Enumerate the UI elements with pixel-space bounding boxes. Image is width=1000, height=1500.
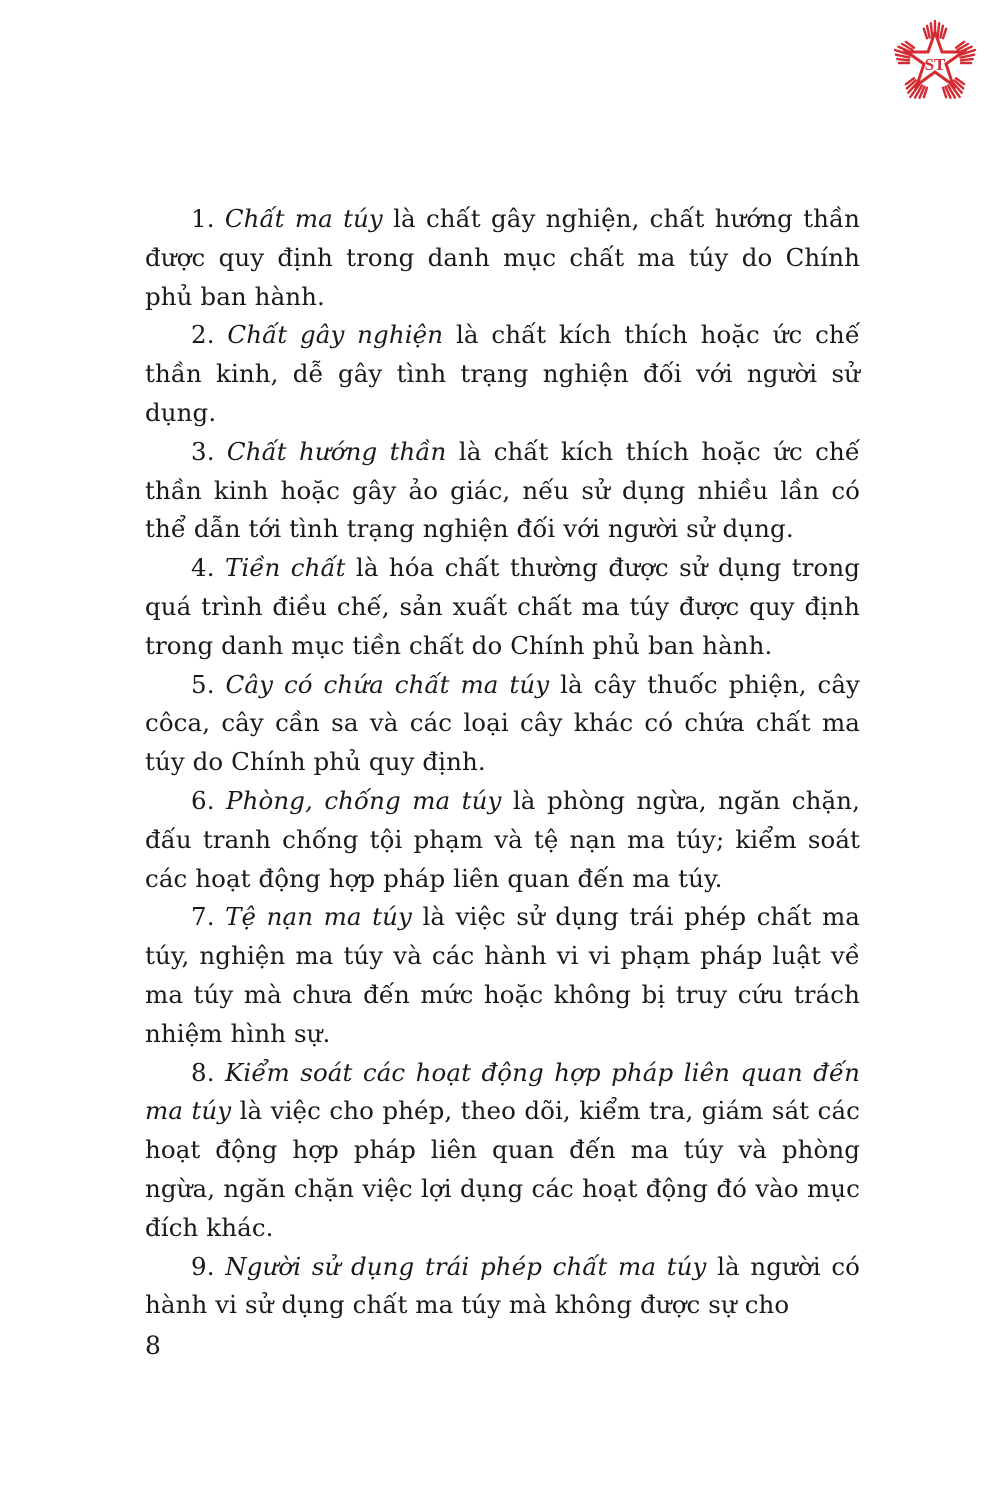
- definition-number: 1.: [191, 204, 215, 233]
- definition-term: Tiền chất: [224, 553, 346, 583]
- publisher-logo-icon: [890, 18, 980, 108]
- definition-paragraph: [145, 782, 860, 898]
- definition-number: 2.: [191, 320, 215, 350]
- definition-number: 8.: [191, 1057, 215, 1087]
- logo-ray: [943, 29, 946, 39]
- definition-text: là việc sử dụng trái phép chất ma túy, nghiện ma túy và các hành vi vi phạm pháp luật về ma túy mà chưa đến mức hoặc không bị truy cứu trách nhiệm hình sự.: [145, 902, 861, 1048]
- definition-text: là việc cho phép, theo dõi, kiểm tra, giám sát các hoạt động hợp pháp liên quan đến ma túy và phòng ngừa, ngăn chặn việc lợi dụng các hoạt động đó vào mục đích khác.: [145, 1096, 860, 1242]
- definition-term: Kiểm soát các hoạt động hợp pháp liên quan đến ma túy: [145, 1057, 861, 1126]
- definition-number: 6.: [191, 785, 215, 815]
- definition-term: Phòng, chống ma túy: [226, 785, 502, 815]
- logo-ray: [940, 26, 942, 38]
- definition-paragraph: [145, 1054, 860, 1248]
- definition-text: là chất gây nghiện, chất hướng thần được quy định trong danh mục chất ma túy do Chính phủ ban hành.: [145, 204, 860, 311]
- logo-ray: [961, 59, 973, 60]
- definitions-list: [145, 200, 860, 1325]
- definition-term: Chất ma túy: [224, 204, 383, 233]
- definition-text: là hóa chất thường được sử dụng trong quá trình điều chế, sản xuất chất ma túy được quy định trong danh mục tiền chất do Chính phủ ban hành.: [145, 553, 861, 660]
- definition-number: 7.: [191, 902, 215, 932]
- logo-ray: [931, 23, 932, 37]
- definition-number: 5.: [191, 669, 215, 699]
- definition-text: là phòng ngừa, ngăn chặn, đấu tranh chống tội phạm và tệ nạn ma túy; kiểm soát các hoạt động hợp pháp liên quan đến ma túy.: [145, 785, 860, 893]
- definition-paragraph: [145, 898, 860, 1053]
- logo-ray: [938, 23, 939, 37]
- logo-lettering: ST: [924, 55, 946, 74]
- definition-text: là chất kích thích hoặc ức chế thần kinh, dễ gây tình trạng nghiện đối với người sử dụng.: [145, 320, 860, 427]
- definition-paragraph: [145, 1248, 860, 1326]
- logo-ray: [927, 26, 929, 38]
- definition-paragraph: [145, 666, 860, 782]
- definition-text: là chất kích thích hoặc ức chế thần kinh hoặc gây ảo giác, nếu sử dụng nhiều lần có thể dẫn tới tình trạng nghiện đối với người sử dụng.: [145, 436, 860, 544]
- definition-term: Chất gây nghiện: [227, 320, 444, 350]
- definition-paragraph: [145, 549, 860, 665]
- definition-text: là người có hành vi sử dụng chất ma túy mà không được sự cho: [145, 1251, 861, 1320]
- page-number: 8: [145, 1331, 161, 1360]
- definition-term: Chất hướng thần: [226, 436, 447, 466]
- definition-term: Tệ nạn ma túy: [225, 902, 412, 932]
- definition-number: 3.: [191, 436, 215, 466]
- definition-paragraph: [145, 316, 860, 432]
- definition-term: Cây có chứa chất ma túy: [225, 669, 550, 699]
- definition-term: Người sử dụng trái phép chất ma túy: [225, 1251, 707, 1281]
- definition-paragraph: [145, 433, 860, 549]
- logo-ray: [897, 59, 909, 60]
- definition-number: 9.: [191, 1251, 215, 1281]
- definition-text: là cây thuốc phiện, cây côca, cây cần sa và các loại cây khác có chứa chất ma túy do Chính phủ quy định.: [145, 669, 861, 777]
- definition-number: 4.: [191, 553, 215, 583]
- definition-paragraph: [145, 200, 860, 316]
- logo-ray: [924, 29, 927, 39]
